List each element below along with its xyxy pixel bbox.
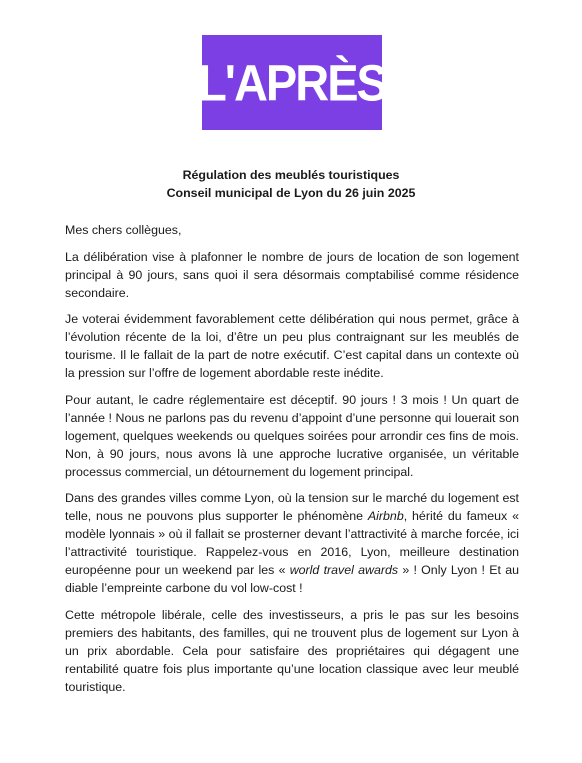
document-heading bbox=[0, 166, 582, 202]
greeting: Mes chers collègues, bbox=[65, 223, 182, 237]
document-body bbox=[65, 221, 519, 704]
document-subtitle: Conseil municipal de Lyon du 26 juin 2025 bbox=[166, 186, 416, 200]
airbnb-term: Airbnb bbox=[367, 509, 404, 523]
paragraph-3: Pour autant, le cadre réglementaire est déceptif. 90 jours ! 3 mois ! Un quart de l’année ! Nous ne parlons pas du revenu d’appoint d’une personne qui louerait son logement, quelques weekends ou quelques soirées pour arrondir ces fins de mois. Non, à 90 jours, nous avons là une approche lucrative organisée, un véritable processus commercial, un détournement du logement principal. bbox=[65, 392, 519, 479]
paragraph-4 bbox=[65, 489, 519, 597]
paragraph-4-part-2: , hérité du fameux « modèle lyonnais » où il fallait se prosterner devant l’attractivité à marche forcée, ici l’attractivité touristique. Rappelez-vous en 2016, Lyon, meilleure destination européenne pour un weekend par les « bbox=[65, 509, 519, 577]
paragraph-4-part-1: Dans des grandes villes comme Lyon, où la tension sur le marché du logement est telle, nous ne pouvons plus supporter le phénomène bbox=[65, 491, 519, 523]
document-title: Régulation des meublés touristiques bbox=[182, 168, 400, 182]
paragraph-5: Cette métropole libérale, celle des investisseurs, a pris le pas sur les besoins premiers des habitants, des familles, qui ne trouvent plus de logement sur Lyon à un prix abordable. Cela pour satisfaire des propriétaires qui dégagent une rentabilité quatre fois plus importante qu’une location classique avec leur meublé touristique. bbox=[65, 607, 519, 694]
paragraph-2: Je voterai évidemment favorablement cette délibération qui nous permet, grâce à l’évolution récente de la loi, d’être un peu plus contraignant sur les meublés de tourisme. Il le fallait de la part de notre exécutif. C’est capital dans un contexte où la pression sur l’offre de logement abordable reste inédite. bbox=[65, 312, 519, 380]
world-travel-awards-term: world travel awards bbox=[289, 563, 399, 577]
logo-text: L'APRÈS bbox=[198, 53, 386, 112]
paragraph-1: La délibération vise à plafonner le nombre de jours de location de son logement principal à 90 jours, sans quoi il sera désormais comptabilisé comme résidence secondaire. bbox=[65, 249, 519, 300]
party-logo bbox=[198, 35, 386, 130]
paragraph-4-part-3: » ! Only Lyon ! Et au diable l’empreinte carbone du vol low-cost ! bbox=[65, 563, 519, 595]
